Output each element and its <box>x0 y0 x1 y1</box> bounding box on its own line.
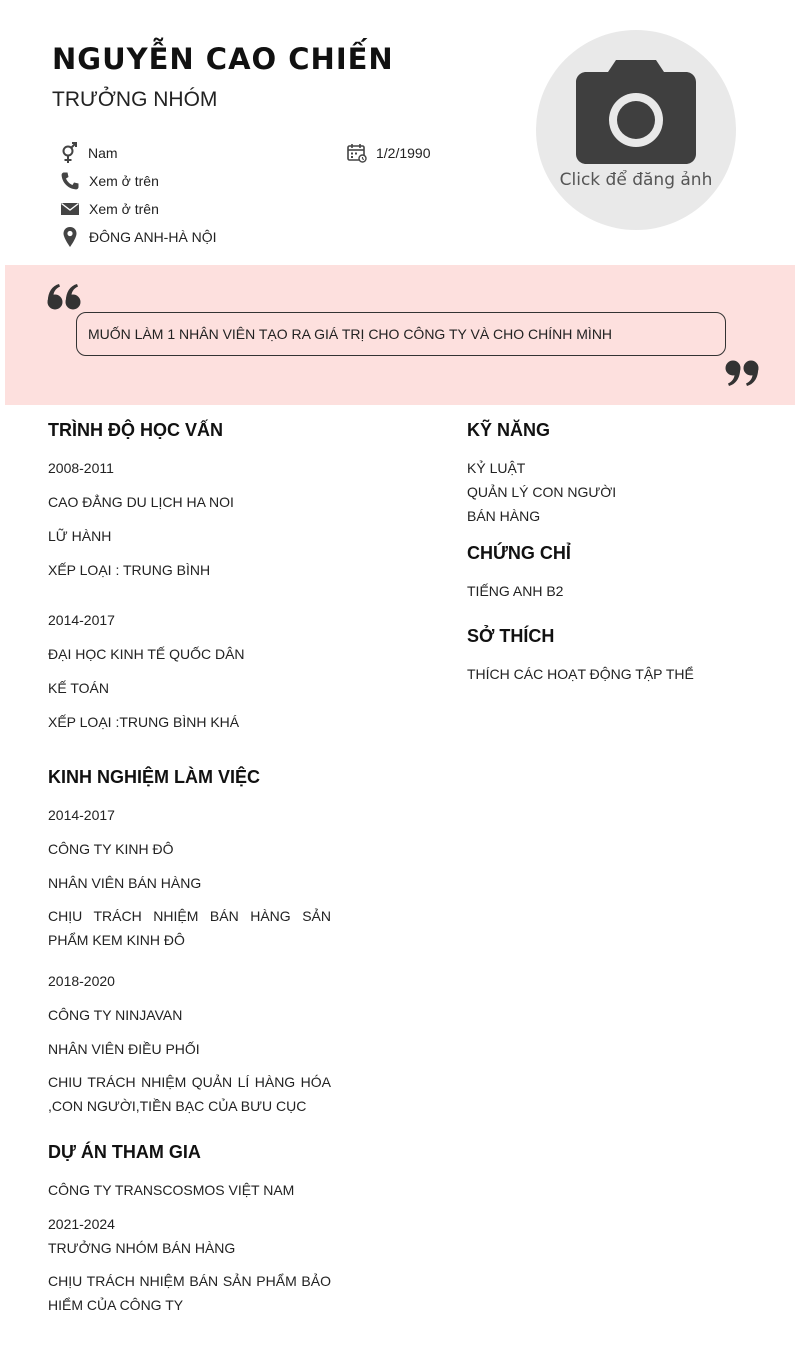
address-value: ĐÔNG ANH-HÀ NỘI <box>89 229 217 245</box>
skills-heading: KỸ NĂNG <box>467 420 551 440</box>
experience-company[interactable]: CÔNG TY NINJAVAN <box>48 1007 183 1023</box>
objective-section <box>5 265 795 405</box>
email-value: Xem ở trên <box>89 201 159 217</box>
objective-text[interactable]: MUỐN LÀM 1 NHÂN VIÊN TẠO RA GIÁ TRỊ CHO CÔNG TY VÀ CHO CHÍNH MÌNH <box>76 312 726 356</box>
birthday-row[interactable] <box>346 142 431 164</box>
quote-close-icon <box>723 359 759 387</box>
experience-period[interactable]: 2014-2017 <box>48 807 115 823</box>
experience-position[interactable]: NHÂN VIÊN ĐIỀU PHỐI <box>48 1041 200 1057</box>
education-school[interactable]: ĐẠI HỌC KINH TẾ QUỐC DÂN <box>48 646 245 662</box>
certificates-heading: CHỨNG CHỈ <box>467 543 571 563</box>
quote-open-icon <box>47 283 83 311</box>
experience-company[interactable]: CÔNG TY KINH ĐÔ <box>48 841 174 857</box>
certificate-item[interactable]: TIẾNG ANH B2 <box>467 583 564 599</box>
phone-icon <box>59 170 81 192</box>
calendar-icon <box>346 142 368 164</box>
photo-caption: Click để đăng ảnh <box>559 170 713 190</box>
hobbies-heading: SỞ THÍCH <box>467 626 555 646</box>
skill-item[interactable]: KỶ LUẬT <box>467 460 526 476</box>
experience-description[interactable]: CHIU TRÁCH NHIỆM QUẢN LÍ HÀNG HÓA ,CON NGƯỜI,TIỀN BẠC CỦA BƯU CỤC <box>48 1074 331 1114</box>
gender-value: Nam <box>88 145 118 161</box>
skill-item[interactable]: QUẢN LÝ CON NGƯỜI <box>467 484 617 500</box>
mail-icon <box>59 198 81 220</box>
gender-row[interactable] <box>58 142 118 164</box>
location-pin-icon <box>59 226 81 248</box>
experience-description[interactable]: CHỊU TRÁCH NHIỆM BÁN HÀNG SẢN PHẨM KEM KINH ĐÔ <box>48 908 331 948</box>
experience-period[interactable]: 2018-2020 <box>48 973 115 989</box>
projects-heading: DỰ ÁN THAM GIA <box>48 1142 201 1162</box>
education-major[interactable]: KẾ TOÁN <box>48 680 109 696</box>
camera-icon <box>576 60 696 164</box>
project-role[interactable]: TRƯỞNG NHÓM BÁN HÀNG <box>48 1240 236 1256</box>
project-description[interactable]: CHỊU TRÁCH NHIỆM BÁN SẢN PHẨM BẢO HIỂM CỦA CÔNG TY <box>48 1273 331 1313</box>
project-period[interactable]: 2021-2024 <box>48 1216 115 1232</box>
phone-value: Xem ở trên <box>89 173 159 189</box>
photo-upload-button[interactable] <box>536 30 736 230</box>
education-major[interactable]: LỮ HÀNH <box>48 528 112 544</box>
hobby-item[interactable]: THÍCH CÁC HOẠT ĐỘNG TẬP THỂ <box>467 666 694 682</box>
candidate-name[interactable]: NGUYỄN CAO CHIẾN <box>52 42 394 76</box>
project-company[interactable]: CÔNG TY TRANSCOSMOS VIỆT NAM <box>48 1182 295 1198</box>
gender-icon <box>58 142 80 164</box>
education-period[interactable]: 2014-2017 <box>48 612 115 628</box>
education-school[interactable]: CAO ĐẲNG DU LỊCH HA NOI <box>48 494 234 510</box>
phone-row[interactable] <box>59 170 159 192</box>
education-period[interactable]: 2008-2011 <box>48 460 114 476</box>
education-grade[interactable]: XẾP LOẠI :TRUNG BÌNH KHÁ <box>48 714 240 730</box>
education-heading: TRÌNH ĐỘ HỌC VẤN <box>48 420 223 440</box>
experience-position[interactable]: NHÂN VIÊN BÁN HÀNG <box>48 875 202 891</box>
email-row[interactable] <box>59 198 159 220</box>
skill-item[interactable]: BÁN HÀNG <box>467 508 541 524</box>
experience-heading: KINH NGHIỆM LÀM VIỆC <box>48 767 261 787</box>
address-row[interactable] <box>59 226 217 248</box>
candidate-title[interactable]: TRƯỞNG NHÓM <box>52 88 218 111</box>
birthday-value: 1/2/1990 <box>376 145 431 161</box>
education-grade[interactable]: XẾP LOẠI : TRUNG BÌNH <box>48 562 211 578</box>
